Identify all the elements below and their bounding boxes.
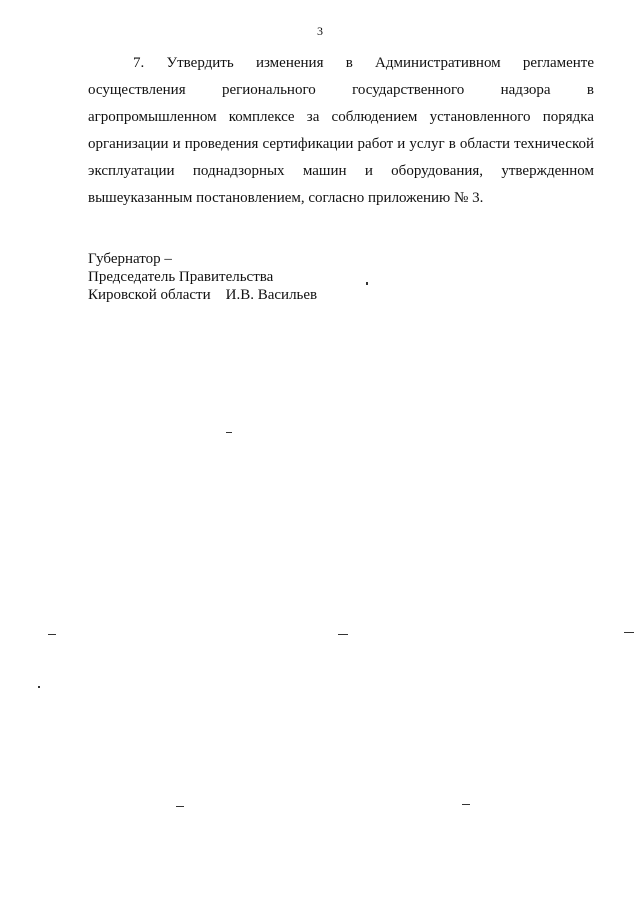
signature-name-line: Кировской области И.В. Васильев (88, 287, 318, 303)
scan-speck (462, 804, 470, 805)
scan-speck (624, 632, 634, 633)
scan-speck (366, 282, 368, 285)
scan-speck (48, 634, 56, 635)
signature-block (88, 250, 488, 304)
signature-title-line-1: Губернатор – (88, 251, 172, 267)
scan-speck (38, 686, 40, 688)
scan-speck (176, 806, 184, 807)
page-number: 3 (317, 24, 323, 38)
scan-speck (226, 432, 232, 433)
scan-speck (338, 634, 348, 635)
paragraph-7: 7. Утвердить изменения в Административном регламенте осуществления регионального государственного надзора в агропромышленном комплексе за соблюдением установленного порядка организации и проведения сертификации работ и услуг в области технической эксплуатации поднадзорных машин и оборудования, утвержденном вышеуказанным постановлением, согласно приложению № 3. (88, 55, 594, 206)
signature-title-line-2: Председатель Правительства (88, 269, 274, 285)
